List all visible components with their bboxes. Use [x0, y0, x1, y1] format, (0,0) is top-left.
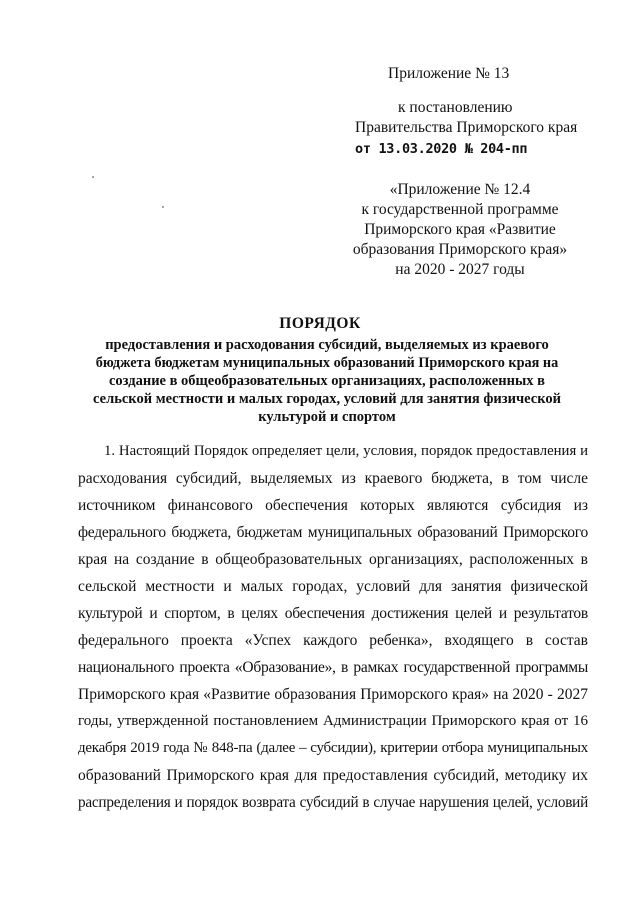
body-line: 1. Настоящий Порядок определяет цели, условия, порядок предоставления и [104, 443, 588, 459]
inner-annex-line: «Приложение № 12.4 [389, 181, 531, 198]
body-line: края на создание в общеобразовательных организациях, расположенных в [78, 551, 588, 568]
body-line: годы, утвержденной постановлением Администрации Приморского края от 16 [78, 713, 588, 729]
annex-to-resolution: к постановлению [398, 99, 513, 116]
subtitle-line: бюджета бюджетам муниципальных образований Приморского края на [95, 355, 559, 371]
subtitle-line: предоставления и расходования субсидий, выделяемых из краевого [105, 337, 549, 353]
body-line: федерального проекта «Успех каждого ребенка», входящего в состав [78, 632, 588, 649]
body-line: федерального бюджета, бюджетам муниципальных образований Приморского [78, 524, 588, 541]
document-title: ПОРЯДОК [279, 315, 361, 332]
body-line: национального проекта «Образование», в рамках государственной программы [78, 659, 588, 676]
inner-annex-line: образования Приморского края» [352, 241, 568, 258]
body-line: Приморского края «Развитие образования Приморского края» на 2020 - 2027 [78, 686, 588, 703]
body-line: источником финансового обеспечения которых являются субсидия из [78, 497, 588, 514]
annex-date-number-stamp: от 13.03.2020 № 204-пп [355, 141, 528, 157]
body-line: декабря 2019 года № 848-па (далее – субсидии), критерии отбора муниципальных [78, 740, 588, 756]
inner-annex-line: к государственной программе [361, 201, 559, 218]
body-line: распределения и порядок возврата субсидий в случае нарушения целей, условий [78, 794, 588, 811]
scan-speck [92, 176, 94, 178]
body-line: сельской местности и малых городах, условий для занятия физической [78, 578, 588, 595]
scan-speck [162, 206, 164, 208]
annex-government: Правительства Приморского края [355, 119, 578, 136]
inner-annex-line: на 2020 - 2027 годы [395, 261, 525, 278]
subtitle-line: сельской местности и малых городах, условий для занятия физической [93, 391, 561, 407]
body-line: культурой и спортом, в целях обеспечения достижения целей и результатов [78, 605, 588, 622]
subtitle-line: культурой и спортом [258, 409, 396, 425]
body-line: образований Приморского края для предоставления субсидий, методику их [78, 767, 588, 784]
document-subtitle [92, 336, 562, 426]
body-paragraph [78, 438, 588, 816]
inner-annex-line: Приморского края «Развитие [364, 221, 556, 238]
body-line: расходования субсидий, выделяемых из краевого бюджета, в том числе [78, 470, 588, 487]
subtitle-line: создание в общеобразовательных организациях, расположенных в [109, 373, 545, 389]
inner-annex-header [330, 180, 590, 280]
annex-title: Приложение № 13 [388, 65, 510, 82]
